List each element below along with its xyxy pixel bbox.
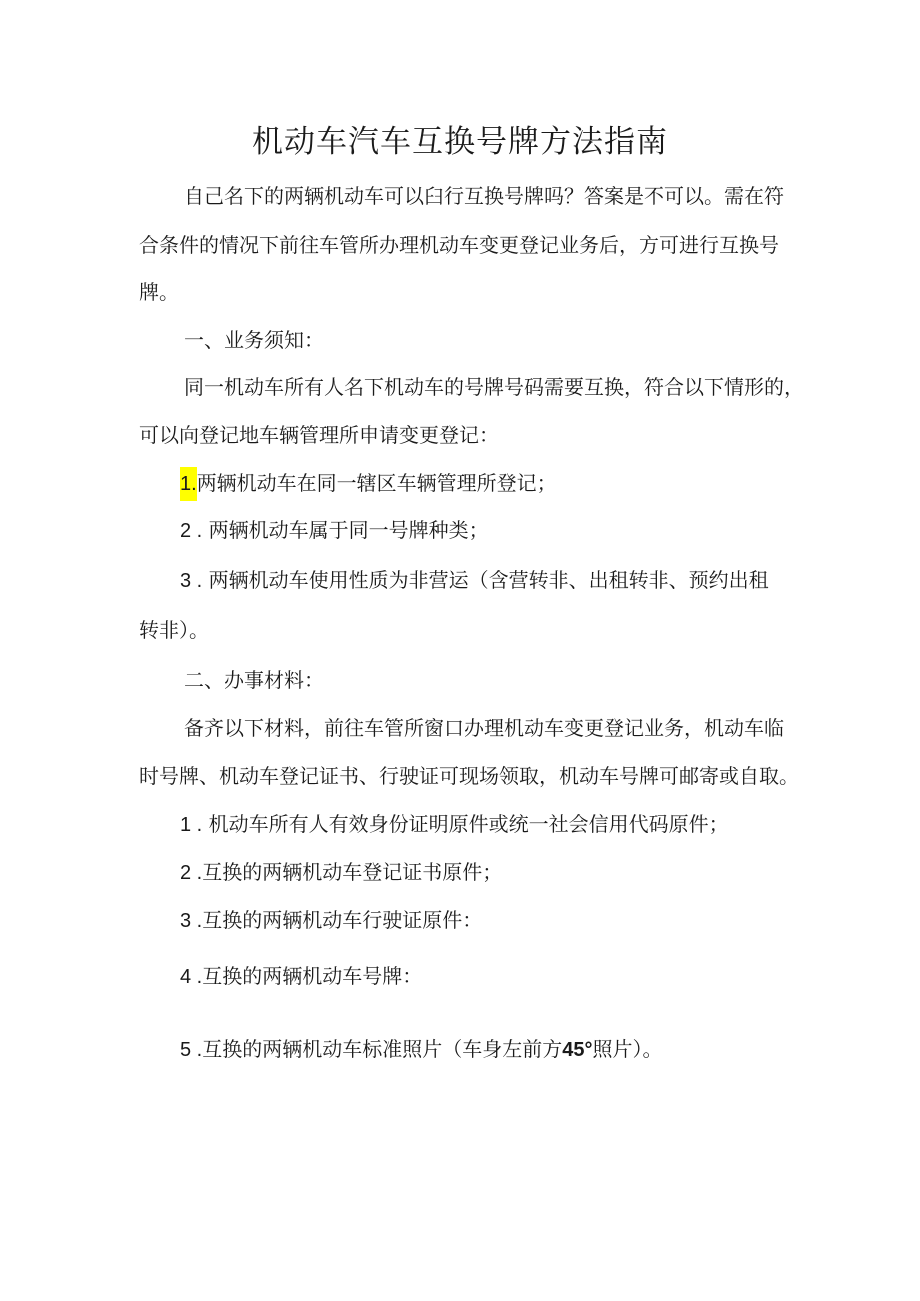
material-text: 互换的两辆机动车登记证书原件； xyxy=(202,860,503,884)
item-number: 1 . xyxy=(180,814,203,836)
condition-text: 两辆机动车使用性质为非营运（含营转非、出租转非、预约出租 xyxy=(208,568,769,592)
intro-line-3: 牌。 xyxy=(139,280,179,304)
material-item-4 xyxy=(180,961,422,992)
material-text-tail: 照片）。 xyxy=(592,1037,663,1061)
material-item-5 xyxy=(180,1034,663,1065)
condition-text: 两辆机动车属于同一号牌种类； xyxy=(208,518,489,542)
item-number: 3 . xyxy=(180,910,203,932)
section2-heading: 二、办事材料： xyxy=(184,668,324,692)
item-number: 2 . xyxy=(180,520,203,542)
item-number: 4 . xyxy=(180,966,203,988)
material-text: 互换的两辆机动车标准照片（车身左前方 xyxy=(202,1037,563,1061)
document-title: 机动车汽车互换号牌方法指南 xyxy=(252,124,668,160)
section1-heading: 一、业务须知： xyxy=(184,328,324,352)
condition-item-2 xyxy=(180,515,489,546)
material-item-1 xyxy=(180,809,729,840)
material-text: 机动车所有人有效身份证明原件或统一社会信用代码原件； xyxy=(208,812,729,836)
intro-line-2: 合条件的情况下前往车管所办理机动车变更登记业务后，方可进行互换号 xyxy=(139,233,779,257)
section1-body-line-2: 可以向登记地车辆管理所申请变更登记： xyxy=(139,423,499,447)
condition-item-3-continued: 转非）。 xyxy=(139,618,209,642)
condition-text: 两辆机动车在同一辖区车辆管理所登记； xyxy=(196,471,557,495)
section2-body-line-1: 备齐以下材料，前往车管所窗口办理机动车变更登记业务，机动车临 xyxy=(184,716,784,740)
material-text: 互换的两辆机动车号牌： xyxy=(202,964,423,988)
angle-value: 45° xyxy=(562,1039,593,1061)
item-number: 2 . xyxy=(180,862,203,884)
material-text: 互换的两辆机动车行驶证原件： xyxy=(202,908,483,932)
section2-body-line-2: 时号牌、机动车登记证书、行驶证可现场领取，机动车号牌可邮寄或自取。 xyxy=(139,764,799,788)
material-item-3 xyxy=(180,905,482,936)
item-number: 3 . xyxy=(180,570,203,592)
highlighted-item-number: 1. xyxy=(180,467,197,501)
intro-line-1: 自己名下的两辆机动车可以臼行互换号牌吗？答案是不可以。需在符 xyxy=(184,184,784,208)
condition-item-1 xyxy=(180,467,557,501)
material-item-2 xyxy=(180,857,502,888)
condition-item-3 xyxy=(180,565,769,596)
section1-body-line-1: 同一机动车所有人名下机动车的号牌号码需要互换，符合以下情形的， xyxy=(184,375,804,399)
item-number: 5 . xyxy=(180,1039,203,1061)
